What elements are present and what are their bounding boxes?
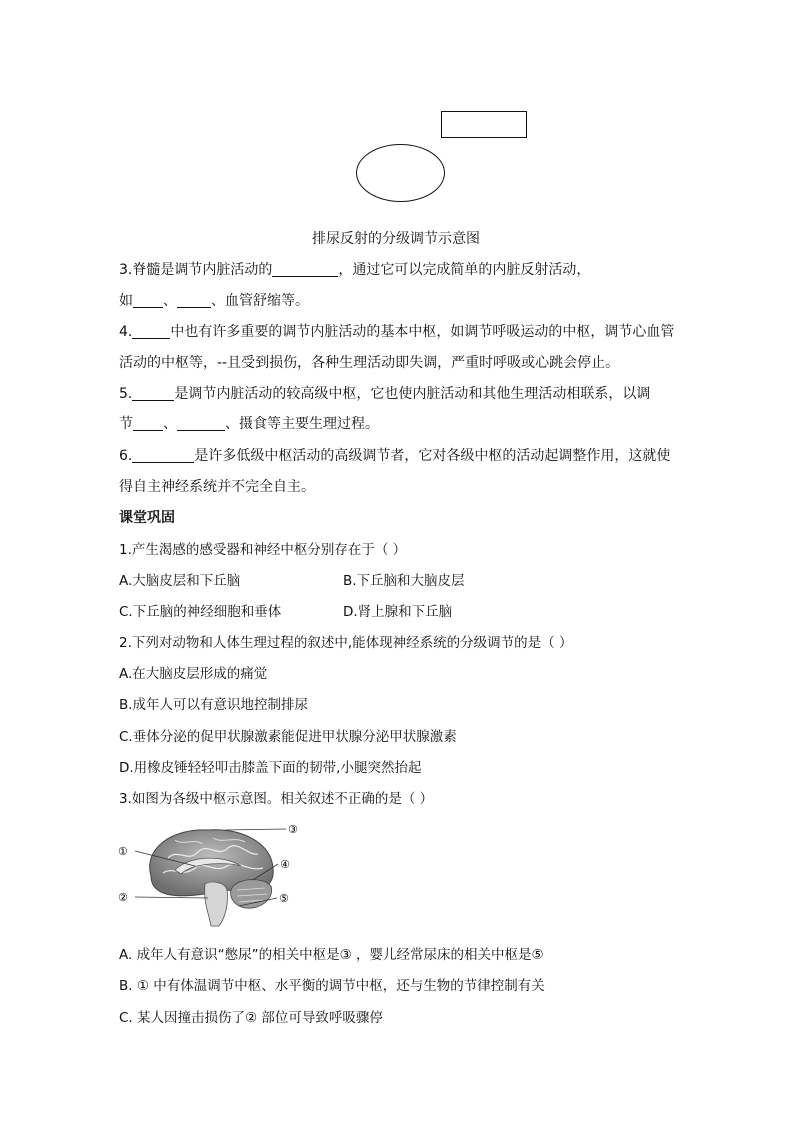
q1-option-b[interactable]: B.下丘脑和大脑皮层 xyxy=(343,573,465,589)
fill-q6-line2: 得自主神经系统并不完全自主。 xyxy=(119,479,315,495)
answer-blank[interactable] xyxy=(177,416,225,431)
fill-q3-line2: 如 、 、血管舒缩等。 xyxy=(119,293,309,309)
fill-q4-line2: 活动的中枢等，--且受到损伤，各种生理活动即失调，严重时呼吸或心跳会停止。 xyxy=(119,355,620,371)
q1-stem: 1.产生渴感的感受器和神经中枢分别存在于（ ） xyxy=(119,542,407,558)
fill-q4-line1: 4. 中也有许多重要的调节内脏活动的基本中枢，如调节呼吸运动的中枢，调节心血管 xyxy=(119,324,675,340)
answer-blank[interactable] xyxy=(133,416,163,431)
q2-option-c[interactable]: C.垂体分泌的促甲状腺激素能促进甲状腺分泌甲状腺激素 xyxy=(119,729,457,745)
q2-option-d[interactable]: D.用橡皮锤轻轻叩击膝盖下面的韧带,小腿突然抬起 xyxy=(119,760,422,776)
answer-blank[interactable] xyxy=(132,448,194,463)
q1-option-d[interactable]: D.肾上腺和下丘脑 xyxy=(343,604,453,620)
diagram-ellipse xyxy=(356,144,445,202)
fill-q3-line1: 3.脊髓是调节内脏活动的 ，通过它可以完成简单的内脏反射活动， xyxy=(119,262,591,278)
label-5: ⑤ xyxy=(279,892,289,905)
fill-q5-line2: 节 、 、摄食等主要生理过程。 xyxy=(119,416,379,432)
answer-blank[interactable] xyxy=(133,293,163,308)
q2-option-b[interactable]: B.成年人可以有意识地控制排尿 xyxy=(119,697,309,713)
answer-blank[interactable] xyxy=(272,262,338,277)
q3-option-c[interactable]: C. 某人因撞击损伤了② 部位可导致呼吸骤停 xyxy=(119,1010,383,1026)
label-4: ④ xyxy=(280,858,290,871)
label-1: ① xyxy=(118,845,128,858)
answer-blank[interactable] xyxy=(132,324,170,339)
fill-q5-line1: 5. 是调节内脏活动的较高级中枢，它也使内脏活动和其他生理活动相联系，以调 xyxy=(119,386,651,402)
brain-figure xyxy=(113,818,313,928)
answer-blank[interactable] xyxy=(132,386,174,401)
q2-option-a[interactable]: A.在大脑皮层形成的痛觉 xyxy=(119,666,268,682)
label-2: ② xyxy=(118,891,128,904)
q3-stem: 3.如图为各级中枢示意图。相关叙述不正确的是（ ） xyxy=(119,791,434,807)
brainstem-shape xyxy=(205,882,228,926)
label-3: ③ xyxy=(288,823,298,836)
q2-stem: 2.下列对动物和人体生理过程的叙述中,能体现神经系统的分级调节的是（ ） xyxy=(119,635,573,651)
q1-option-c[interactable]: C.下丘脑的神经细胞和垂体 xyxy=(119,604,282,620)
q3-option-b[interactable]: B. ① 中有体温调节中枢、水平衡的调节中枢，还与生物的节律控制有关 xyxy=(119,978,545,994)
fill-q6-line1: 6. 是许多低级中枢活动的高级调节者，它对各级中枢的活动起调整作用，这就使 xyxy=(119,448,671,464)
diagram-caption: 排尿反射的分级调节示意图 xyxy=(312,231,480,247)
answer-blank[interactable] xyxy=(177,293,211,308)
diagram-box xyxy=(441,111,527,138)
q3-option-a[interactable]: A. 成年人有意识“憋尿”的相关中枢是③ ，婴儿经常尿床的相关中枢是⑤ xyxy=(119,947,544,963)
section-title: 课堂巩固 xyxy=(119,510,175,526)
q1-option-a[interactable]: A.大脑皮层和下丘脑 xyxy=(119,573,241,589)
